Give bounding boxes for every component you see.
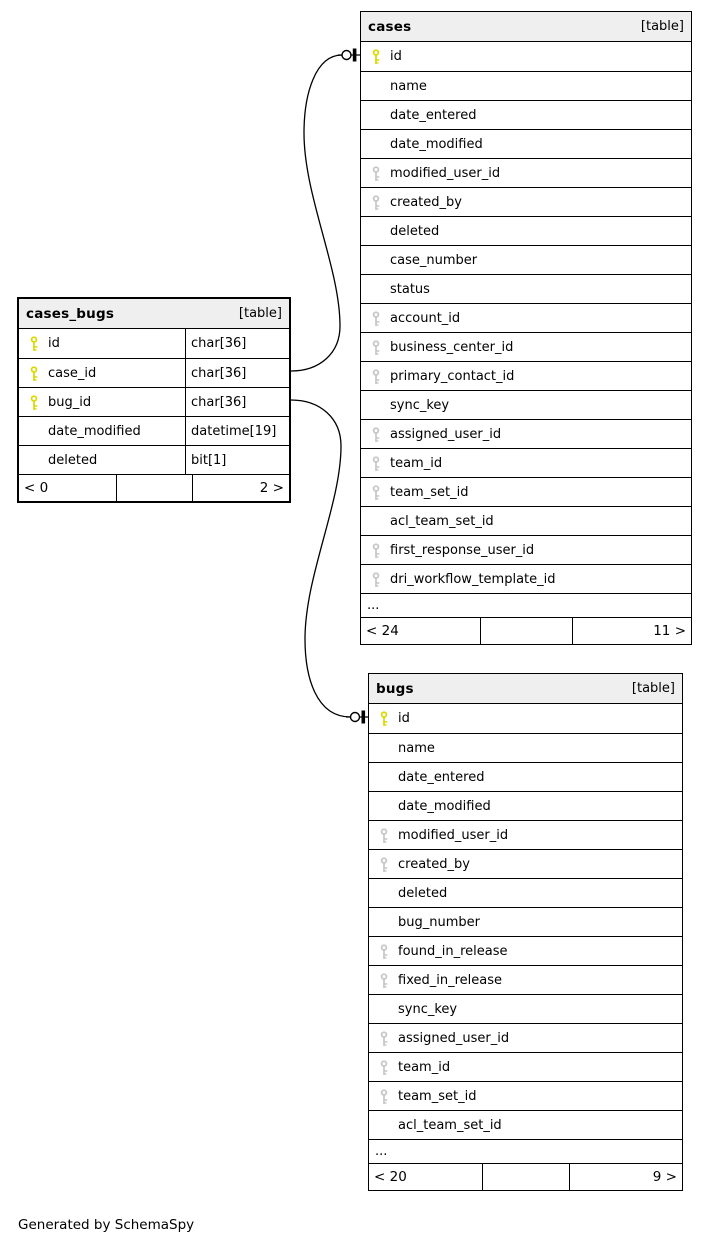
column-name-cell [19, 446, 185, 474]
table-title-bugs[interactable]: bugs [376, 680, 414, 697]
footer-parents-count: 11 > [572, 618, 691, 644]
footer-parents-count: 2 > [192, 475, 289, 501]
column-name-cell [361, 507, 691, 535]
column-name: date_entered [390, 107, 477, 123]
table-footer-bugs [369, 1163, 682, 1190]
column-name: date_entered [398, 769, 485, 785]
column-row-assigned_user_id [369, 1023, 682, 1052]
table-columns-bugs [369, 704, 682, 1139]
column-name-cell [369, 792, 682, 820]
column-name-cell [361, 420, 691, 448]
foreign-key-slot [370, 543, 382, 558]
generated-by-note: Generated by SchemaSpy [18, 1217, 195, 1233]
foreign-key-icon [379, 1031, 389, 1046]
column-row-created_by [361, 187, 691, 216]
column-row-deleted [361, 216, 691, 245]
foreign-key-icon [371, 340, 381, 355]
column-row-assigned_user_id [361, 419, 691, 448]
table-bugs [368, 673, 683, 1191]
column-name: case_id [48, 365, 97, 381]
column-type: datetime[19] [185, 417, 289, 445]
table-cases-bugs [17, 297, 291, 503]
column-name-cell [361, 159, 691, 187]
column-name: date_modified [48, 423, 141, 439]
column-name: team_id [398, 1059, 451, 1075]
column-row-account_id [361, 303, 691, 332]
footer-children-count: < 0 [24, 480, 49, 496]
primary-key-icon [29, 366, 39, 381]
column-name: team_set_id [390, 484, 469, 500]
foreign-key-icon [379, 828, 389, 843]
footer-children-count: < 24 [366, 623, 399, 639]
column-name-cell [369, 734, 682, 762]
column-name-cell [369, 1053, 682, 1081]
column-row-business_center_id [361, 332, 691, 361]
column-row-id [369, 704, 682, 733]
foreign-key-icon [371, 572, 381, 587]
column-name-cell [369, 850, 682, 878]
table-header-cases_bugs [19, 299, 289, 329]
column-name: fixed_in_release [398, 972, 502, 988]
column-row-dri_workflow_template_id [361, 564, 691, 593]
foreign-key-icon [371, 543, 381, 558]
column-name: business_center_id [390, 339, 514, 355]
column-row-first_response_user_id [361, 535, 691, 564]
column-name: modified_user_id [390, 165, 501, 181]
more-columns-indicator: ... [369, 1139, 682, 1163]
column-name: account_id [390, 310, 461, 326]
column-name-cell [19, 359, 185, 387]
primary-key-icon [29, 395, 39, 410]
column-row-date_modified [361, 129, 691, 158]
column-row-case_id [19, 358, 289, 387]
column-name: team_set_id [398, 1088, 477, 1104]
footer-parents-count: 9 > [569, 1164, 682, 1190]
footer-middle-cell [482, 1164, 570, 1190]
footer-children-count: < 20 [374, 1169, 407, 1185]
primary-key-slot [370, 49, 382, 64]
table-cases [360, 11, 692, 645]
column-name: status [390, 281, 430, 297]
column-name-cell [361, 333, 691, 361]
column-row-primary_contact_id [361, 361, 691, 390]
column-name-cell [361, 391, 691, 419]
column-name-cell [361, 188, 691, 216]
table-header-bugs [369, 674, 682, 704]
primary-key-icon [379, 711, 389, 726]
column-name-cell [19, 417, 185, 445]
column-row-sync_key [369, 994, 682, 1023]
column-name-cell [369, 966, 682, 994]
column-name-cell [361, 101, 691, 129]
table-columns-cases [361, 42, 691, 593]
table-footer-cases [361, 617, 691, 644]
primary-key-slot [28, 336, 40, 351]
table-title-cases[interactable]: cases [368, 18, 412, 35]
column-name: deleted [48, 452, 98, 468]
column-name: created_by [398, 856, 470, 872]
column-name: case_number [390, 252, 478, 268]
primary-key-slot [28, 395, 40, 410]
column-row-sync_key [361, 390, 691, 419]
column-row-fixed_in_release [369, 965, 682, 994]
foreign-key-icon [371, 456, 381, 471]
foreign-key-slot [370, 166, 382, 181]
foreign-key-icon [371, 485, 381, 500]
fk-line-cases-bugs-case-id-to-cases-id [291, 49, 360, 372]
column-name-cell [361, 275, 691, 303]
column-name-cell [369, 704, 682, 733]
column-name: found_in_release [398, 943, 508, 959]
footer-middle-cell [116, 475, 192, 501]
column-name-cell [361, 362, 691, 390]
one-cardinality-tee [353, 49, 357, 62]
column-name-cell [369, 821, 682, 849]
column-name: deleted [390, 223, 440, 239]
foreign-key-icon [379, 1089, 389, 1104]
more-columns-indicator: ... [361, 593, 691, 617]
column-name-cell [361, 304, 691, 332]
column-row-acl_team_set_id [361, 506, 691, 535]
column-row-found_in_release [369, 936, 682, 965]
foreign-key-slot [378, 973, 390, 988]
table-title-cases_bugs[interactable]: cases_bugs [26, 305, 115, 322]
table-tag: [table] [631, 681, 675, 696]
column-type: bit[1] [185, 446, 289, 474]
primary-key-icon [29, 336, 39, 351]
foreign-key-slot [378, 944, 390, 959]
column-row-bug_id [19, 387, 289, 416]
column-name-cell [361, 130, 691, 158]
foreign-key-icon [371, 369, 381, 384]
column-name-cell [369, 763, 682, 791]
foreign-key-slot [370, 456, 382, 471]
column-row-created_by [369, 849, 682, 878]
column-row-team_set_id [361, 477, 691, 506]
column-row-status [361, 274, 691, 303]
primary-key-slot [378, 711, 390, 726]
table-tag: [table] [238, 306, 282, 321]
column-row-date_entered [369, 762, 682, 791]
column-type: char[36] [185, 359, 289, 387]
column-name: name [390, 78, 427, 94]
column-row-id [361, 42, 691, 71]
column-row-id [19, 329, 289, 358]
zero-cardinality-circle [342, 51, 351, 60]
column-name-cell [369, 908, 682, 936]
foreign-key-icon [371, 195, 381, 210]
column-name: date_modified [398, 798, 491, 814]
foreign-key-slot [378, 1031, 390, 1046]
column-name: primary_contact_id [390, 368, 515, 384]
column-name: sync_key [390, 397, 450, 413]
column-name-cell [19, 388, 185, 416]
foreign-key-slot [378, 1060, 390, 1075]
column-name: id [48, 336, 60, 351]
primary-key-icon [371, 49, 381, 64]
zero-cardinality-circle [351, 713, 360, 722]
column-row-date_modified [19, 416, 289, 445]
table-tag: [table] [640, 19, 684, 34]
fk-line-cases-bugs-bug-id-to-bugs-id [291, 400, 368, 724]
column-row-modified_user_id [361, 158, 691, 187]
column-name: modified_user_id [398, 827, 509, 843]
column-row-acl_team_set_id [369, 1110, 682, 1139]
column-name: bug_id [48, 394, 92, 410]
column-name: team_id [390, 455, 443, 471]
foreign-key-slot [370, 427, 382, 442]
column-type: char[36] [185, 388, 289, 416]
foreign-key-icon [371, 311, 381, 326]
column-row-deleted [19, 445, 289, 474]
column-row-team_id [369, 1052, 682, 1081]
foreign-key-slot [370, 572, 382, 587]
column-name: first_response_user_id [390, 542, 535, 558]
column-type: char[36] [185, 329, 289, 358]
foreign-key-icon [371, 166, 381, 181]
column-name: assigned_user_id [398, 1030, 510, 1046]
column-name-cell [361, 246, 691, 274]
column-name: id [390, 49, 402, 64]
column-name: sync_key [398, 1001, 458, 1017]
column-row-bug_number [369, 907, 682, 936]
column-name-cell [369, 1024, 682, 1052]
column-row-team_id [361, 448, 691, 477]
column-name-cell [369, 1082, 682, 1110]
column-name: acl_team_set_id [398, 1117, 502, 1133]
column-name: date_modified [390, 136, 483, 152]
foreign-key-slot [378, 828, 390, 843]
column-name-cell [361, 478, 691, 506]
column-row-case_number [361, 245, 691, 274]
column-name-cell [361, 449, 691, 477]
foreign-key-slot [378, 1089, 390, 1104]
foreign-key-icon [379, 857, 389, 872]
column-row-date_entered [361, 100, 691, 129]
column-name: bug_number [398, 914, 480, 930]
table-columns-cases_bugs [19, 329, 289, 474]
foreign-key-icon [371, 427, 381, 442]
foreign-key-slot [370, 195, 382, 210]
column-name-cell [369, 879, 682, 907]
column-name: acl_team_set_id [390, 513, 494, 529]
column-name-cell [361, 565, 691, 593]
foreign-key-icon [379, 1060, 389, 1075]
column-name-cell [19, 329, 185, 358]
column-name-cell [361, 72, 691, 100]
footer-middle-cell [480, 618, 572, 644]
column-name: name [398, 740, 435, 756]
column-name-cell [361, 536, 691, 564]
one-cardinality-tee [362, 711, 366, 724]
foreign-key-slot [370, 485, 382, 500]
column-name: assigned_user_id [390, 426, 502, 442]
column-row-name [361, 71, 691, 100]
column-name-cell [361, 217, 691, 245]
column-name-cell [361, 42, 691, 71]
table-footer-cases_bugs [19, 474, 289, 501]
column-row-team_set_id [369, 1081, 682, 1110]
column-row-modified_user_id [369, 820, 682, 849]
primary-key-slot [28, 366, 40, 381]
column-row-deleted [369, 878, 682, 907]
foreign-key-slot [370, 311, 382, 326]
foreign-key-slot [370, 340, 382, 355]
column-name: created_by [390, 194, 462, 210]
foreign-key-icon [379, 973, 389, 988]
column-name-cell [369, 937, 682, 965]
foreign-key-slot [378, 857, 390, 872]
table-header-cases [361, 12, 691, 42]
column-name: deleted [398, 885, 448, 901]
column-row-date_modified [369, 791, 682, 820]
column-name: id [398, 711, 410, 726]
column-row-name [369, 733, 682, 762]
column-name: dri_workflow_template_id [390, 571, 556, 587]
foreign-key-icon [379, 944, 389, 959]
column-name-cell [369, 1111, 682, 1139]
foreign-key-slot [370, 369, 382, 384]
column-name-cell [369, 995, 682, 1023]
